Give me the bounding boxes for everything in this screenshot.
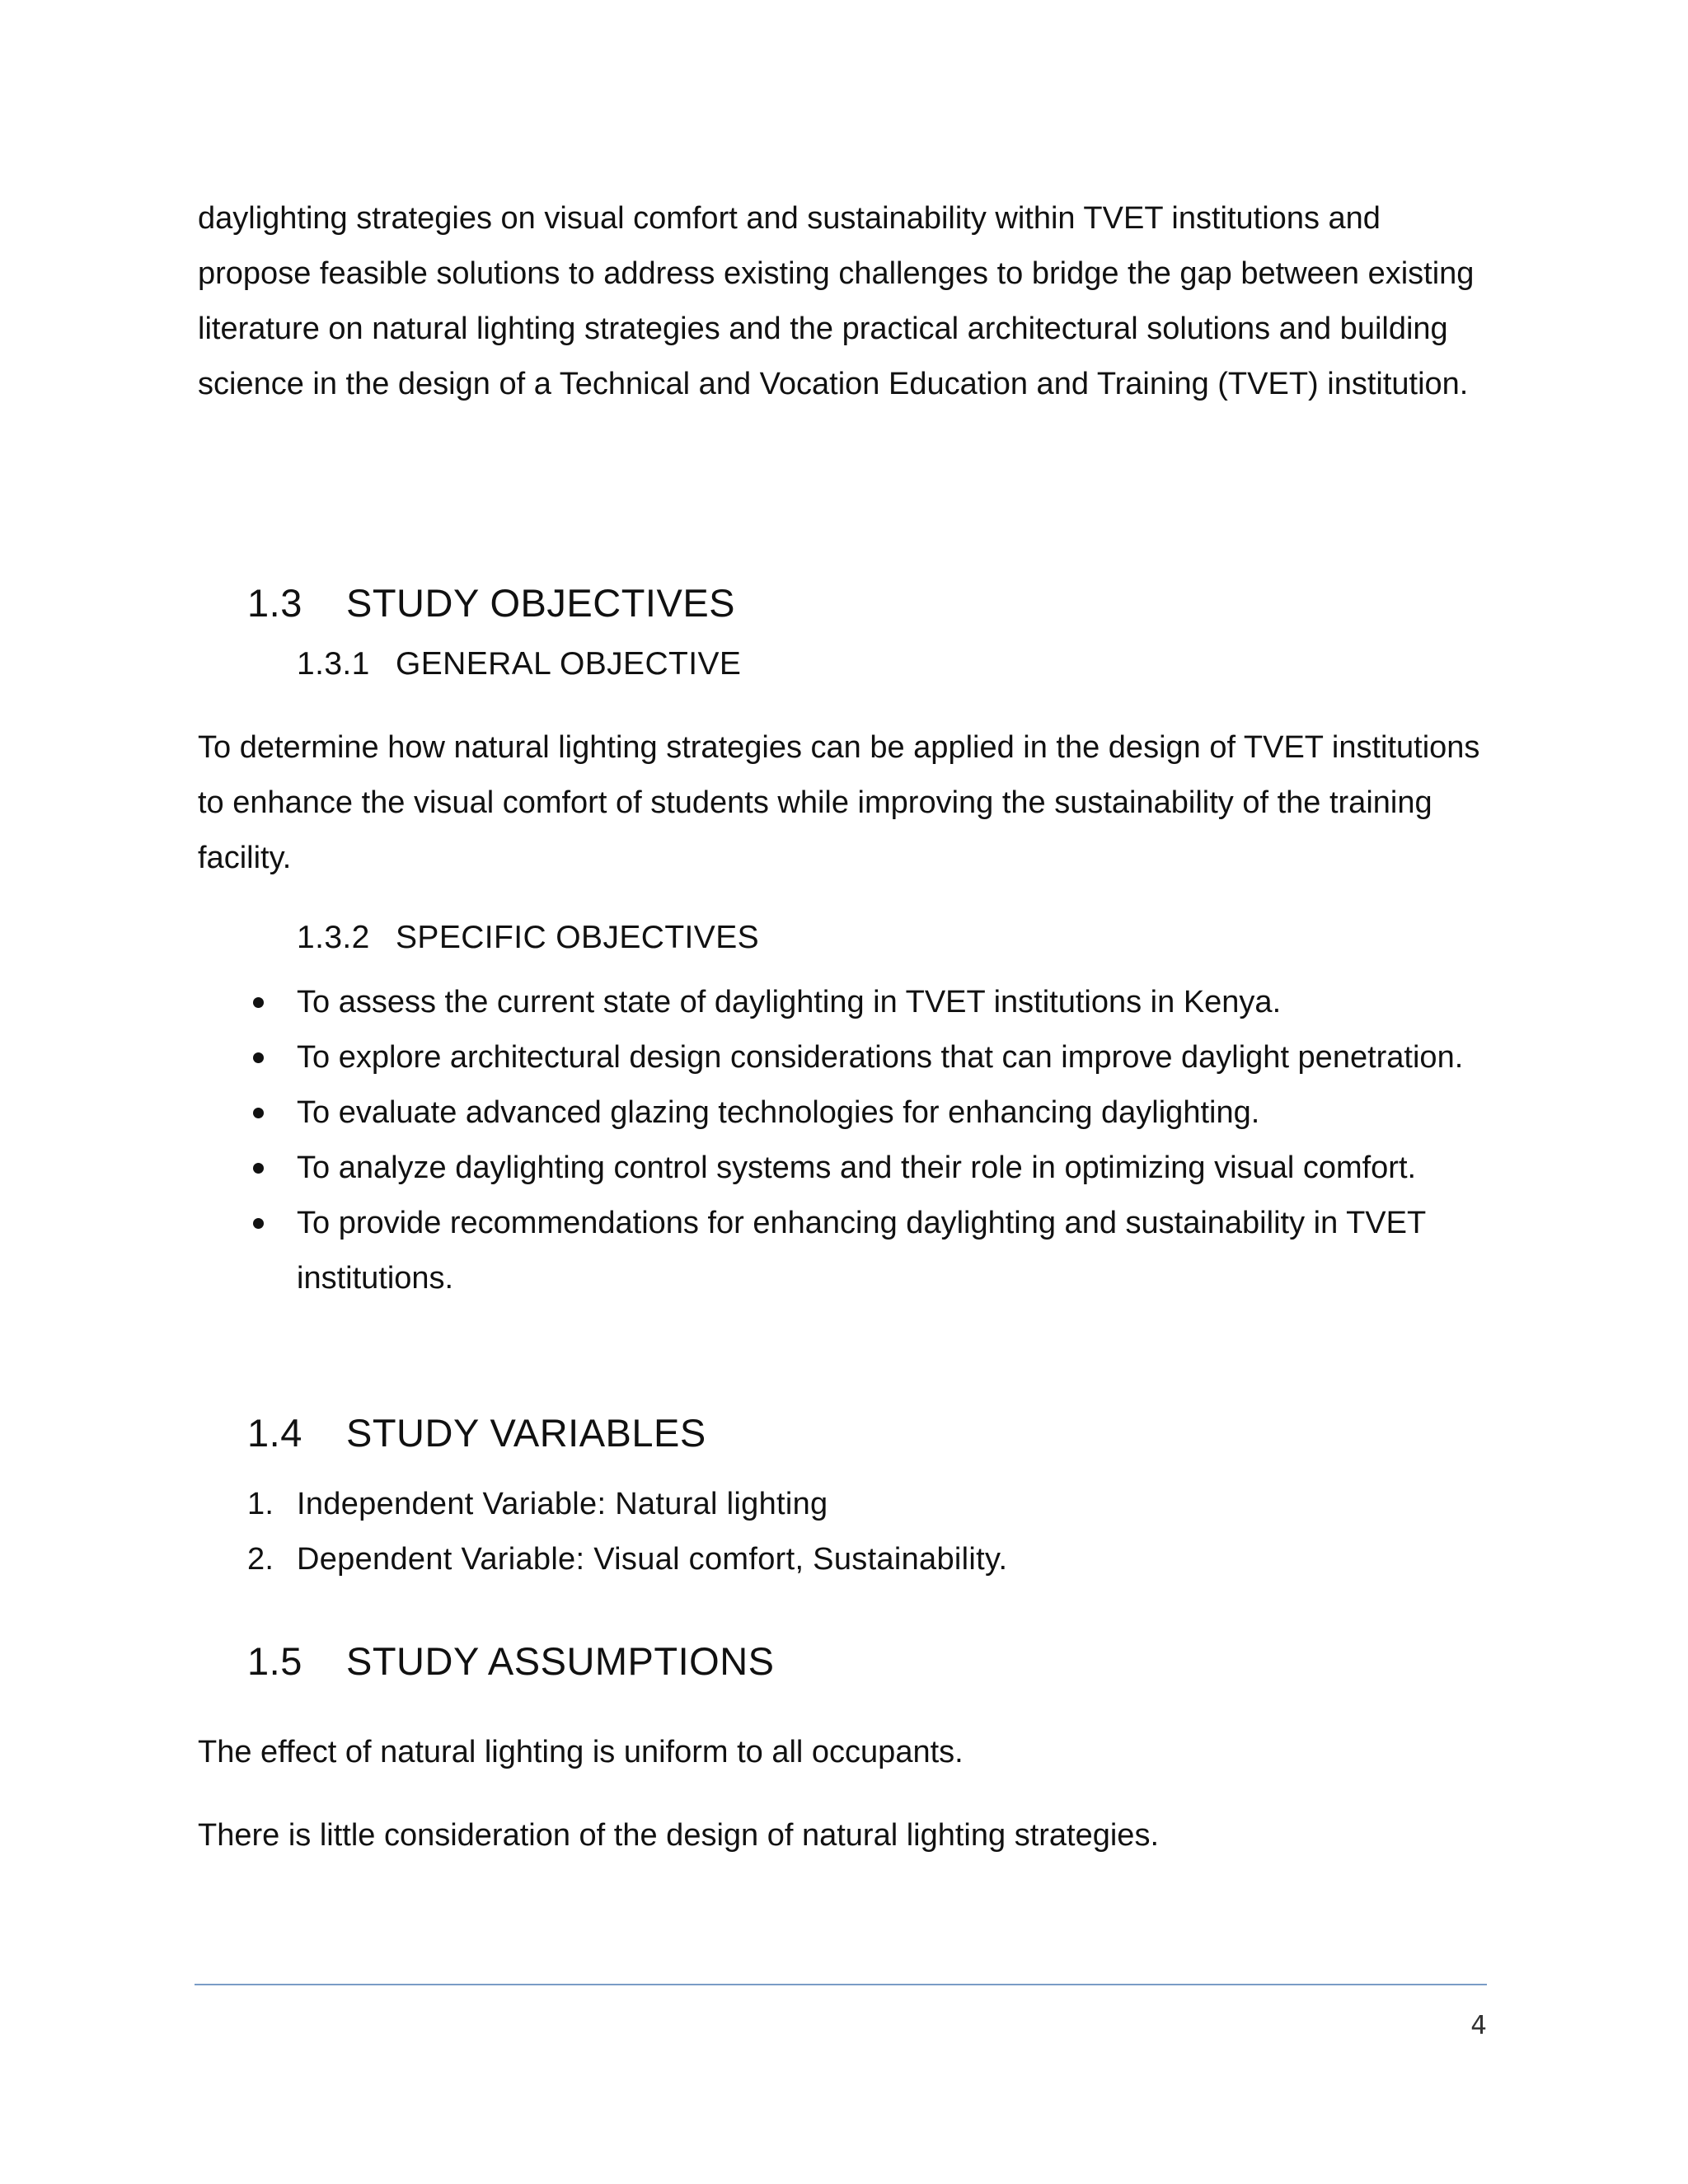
list-item-text: Independent Variable: Natural lighting [297,1487,828,1521]
section-number: 1.4 [247,1411,302,1455]
study-variables-list [247,1477,1517,1587]
list-item-text: To provide recommendations for enhancing daylighting and sustainability in TVET institutions. [297,1206,1426,1296]
subsection-title: SPECIFIC OBJECTIVES [396,920,760,955]
list-item-text: To evaluate advanced glazing technologies for enhancing daylighting. [297,1095,1260,1130]
bullet-icon [253,1218,264,1229]
list-item [247,1141,1517,1196]
section-number: 1.5 [247,1639,302,1683]
bullet-icon [253,1108,264,1118]
list-item-text: To explore architectural design considerations that can improve daylight penetration. [297,1040,1464,1075]
section-number: 1.3 [247,581,302,625]
subsection-heading-1-3-2 [297,915,759,961]
subsection-title: GENERAL OBJECTIVE [396,646,742,682]
bullet-icon [253,1163,264,1174]
subsection-number: 1.3.2 [297,920,370,955]
assumption-paragraph: There is little consideration of the design of natural lighting strategies. [198,1818,1159,1853]
footer-divider [195,1984,1487,1985]
list-item [247,1532,1517,1587]
section-heading-1-4 [247,1408,706,1458]
assumption-paragraph: The effect of natural lighting is uniform to all occupants. [198,1735,964,1769]
list-number: 2. [247,1542,274,1577]
list-item [247,1030,1517,1085]
list-number: 1. [247,1487,274,1521]
general-objective-paragraph: To determine how natural lighting strategies can be applied in the design of TVET institutions to enhance the visual comfort of students while improving the sustainability of the training facility. [198,730,1480,875]
page-number: 4 [1470,2011,1487,2041]
list-item [247,1477,1517,1532]
section-title: STUDY VARIABLES [346,1411,706,1455]
list-item [247,1196,1517,1306]
subsection-heading-1-3-1 [297,641,741,687]
section-title: STUDY OBJECTIVES [346,581,736,625]
section-title: STUDY ASSUMPTIONS [346,1639,775,1683]
intro-paragraph: daylighting strategies on visual comfort and sustainability within TVET institutions and propose feasible solutions to address existing challenges to bridge the gap between existing literature on natural lighting strategies and the practical architectural solutions and building science in the design of a Technical and Vocation Education and Training (TVET) institution. [198,201,1475,401]
bullet-icon [253,997,264,1008]
bullet-icon [253,1052,264,1063]
list-item-text: To analyze daylighting control systems and their role in optimizing visual comfort. [297,1151,1417,1185]
list-item [247,975,1517,1030]
specific-objectives-list [247,975,1517,1306]
list-item-text: To assess the current state of daylighting in TVET institutions in Kenya. [297,985,1282,1019]
section-heading-1-5 [247,1637,775,1686]
list-item [247,1085,1517,1141]
subsection-number: 1.3.1 [297,646,370,682]
section-heading-1-3 [247,579,735,628]
list-item-text: Dependent Variable: Visual comfort, Sustainability. [297,1542,1008,1577]
